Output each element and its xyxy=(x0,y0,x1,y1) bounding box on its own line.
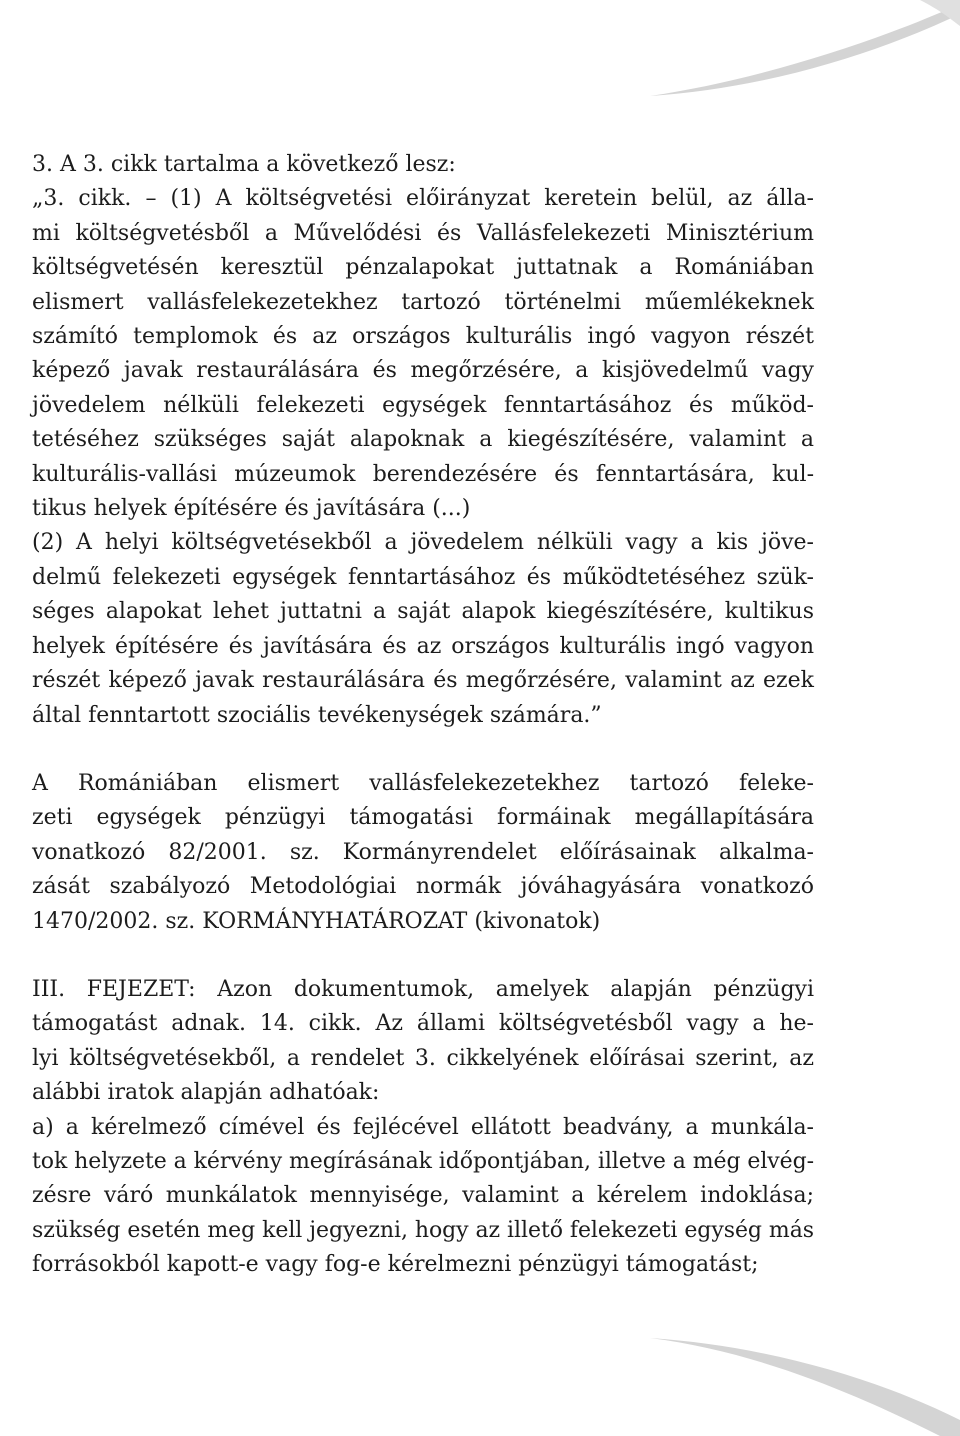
text-line: tok helyzete a kérvény megírásának időpontjában, illetve a még elvég- xyxy=(32,1148,814,1174)
section-article-3 xyxy=(32,148,814,733)
text-line: képező javak restaurálására és megőrzésére, a kisjövedelmű vagy xyxy=(32,358,814,384)
text-line: szükség esetén meg kell jegyezni, hogy az illető felekezeti egység más xyxy=(32,1217,814,1243)
text-line: helyek építésére és javítására és az országos kulturális ingó vagyon xyxy=(32,633,814,659)
paragraph-gap xyxy=(32,733,814,767)
text-line: által fenntartott szociális tevékenységek számára.” xyxy=(32,702,602,728)
text-line: séges alapokat lehet juttatni a saját alapok kiegészítésére, kultikus xyxy=(32,599,814,625)
text-line: költségvetésén keresztül pénzalapokat juttatnak a Romániában xyxy=(32,255,814,281)
text-line: zeti egységek pénzügyi támogatási formáinak megállapítására xyxy=(32,805,814,831)
text-line: vonatkozó 82/2001. sz. Kormányrendelet előírásainak alkalma- xyxy=(32,839,814,865)
text-line: zésre váró munkálatok mennyisége, valamint a kérelem indoklása; xyxy=(32,1183,814,1209)
text-line: a) a kérelmező címével és fejlécével ellátott beadvány, a munkála- xyxy=(32,1114,814,1140)
text-line: támogatást adnak. 14. cikk. Az állami költségvetésből vagy a he- xyxy=(32,1011,814,1037)
text-line: III. FEJEZET: Azon dokumentumok, amelyek alapján pénzügyi xyxy=(32,976,814,1002)
text-line: 1470/2002. sz. KORMÁNYHATÁROZAT (kivonatok) xyxy=(32,908,601,934)
text-line: jövedelem nélküli felekezeti egységek fenntartásához és működ- xyxy=(32,392,814,418)
text-line: zását szabályozó Metodológiai normák jóváhagyására vonatkozó xyxy=(32,874,814,900)
text-line: mi költségvetésből a Művelődési és Vallásfelekezeti Minisztérium xyxy=(32,220,814,246)
text-line: tikus helyek építésére és javítására (...) xyxy=(32,496,471,522)
text-line: számító templomok és az országos kulturális ingó vagyon részét xyxy=(32,324,814,350)
text-line: kulturális-vallási múzeumok berendezésére és fenntartására, kul- xyxy=(32,461,814,487)
section-government-decision xyxy=(32,767,814,939)
text-line: lyi költségvetésekből, a rendelet 3. cikkelyének előírásai szerint, az xyxy=(32,1045,814,1071)
section-chapter-3 xyxy=(32,973,814,1283)
text-line: delmű felekezeti egységek fenntartásához és működtetéséhez szük- xyxy=(32,564,814,590)
text-line: alábbi iratok alapján adhatóak: xyxy=(32,1080,380,1106)
text-line: elismert vallásfelekezetekhez tartozó történelmi műemlékeknek xyxy=(32,289,814,315)
text-line: tetéséhez szükséges saját alapoknak a kiegészítésére, valamint a xyxy=(32,427,814,453)
text-line: 3. A 3. cikk tartalma a következő lesz: xyxy=(32,152,456,177)
text-line: (2) A helyi költségvetésekből a jövedelem nélküli vagy a kis jöve- xyxy=(32,530,814,556)
text-line: A Romániában elismert vallásfelekezetekhez tartozó feleke- xyxy=(32,770,814,796)
document-text xyxy=(32,148,814,1283)
paragraph-gap xyxy=(32,939,814,973)
text-line: részét képező javak restaurálására és megőrzésére, valamint az ezek xyxy=(32,668,814,694)
text-line: „3. cikk. – (1) A költségvetési előirányzat keretein belül, az álla- xyxy=(32,186,814,212)
text-line: forrásokból kapott-e vagy fog-e kérelmezni pénzügyi támogatást; xyxy=(32,1252,759,1278)
